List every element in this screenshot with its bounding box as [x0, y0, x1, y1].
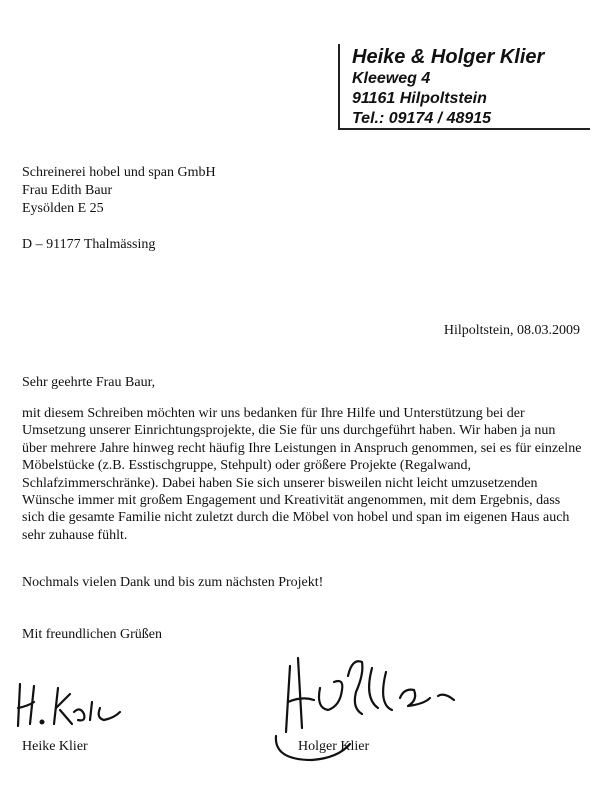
sender-street: Kleeweg 4 — [352, 70, 431, 87]
greeting: Mit freundlichen Grüßen — [22, 627, 162, 642]
sender-name: Heike & Holger Klier — [352, 46, 545, 68]
salutation: Sehr geehrte Frau Baur, — [22, 375, 156, 390]
closing-line: Nochmals vielen Dank und bis zum nächsten Projekt! — [22, 575, 324, 590]
recipient-street: Eysölden E 25 — [22, 201, 104, 216]
signature-heike — [14, 672, 134, 732]
sender-city: 91161 Hilpoltstein — [352, 90, 487, 107]
recipient-address — [22, 164, 216, 218]
recipient-postal: D – 91177 Thalmässing — [22, 237, 156, 252]
letterhead — [352, 45, 592, 129]
signature-name-holger: Holger Klier — [298, 739, 370, 754]
letter-body: mit diesem Schreiben möchten wir uns bedanken für Ihre Hilfe und Unterstützung bei der Umsetzung unserer Einrichtungsprojekte, die Sie für uns durchgeführt haben. Wir haben ja nun über mehrere Jahre hinweg recht häufig Ihre Leistungen in Anspruch genommen, sei es für einzelne Möbelstücke (z.B. Esstischgruppe, Stehpult) oder größere Projekte (Regalwand, Schlafzimmerschränke). Dabei haben Sie sich unserer bisweilen nicht leicht umzusetzenden Wünsche immer mit großem Engagement und Kreativität angenommen, mit dem Ergebnis, dass sich die gesamte Familie nicht zuletzt durch die Möbel von hobel und span im eigenen Haus auch sehr zuhause fühlt. — [22, 406, 582, 543]
sender-phone: Tel.: 09174 / 48915 — [352, 110, 492, 127]
recipient-company: Schreinerei hobel und span GmbH — [22, 165, 216, 180]
recipient-person: Frau Edith Baur — [22, 183, 113, 198]
signature-name-heike: Heike Klier — [22, 739, 88, 754]
date-line: Hilpoltstein, 08.03.2009 — [443, 323, 580, 338]
